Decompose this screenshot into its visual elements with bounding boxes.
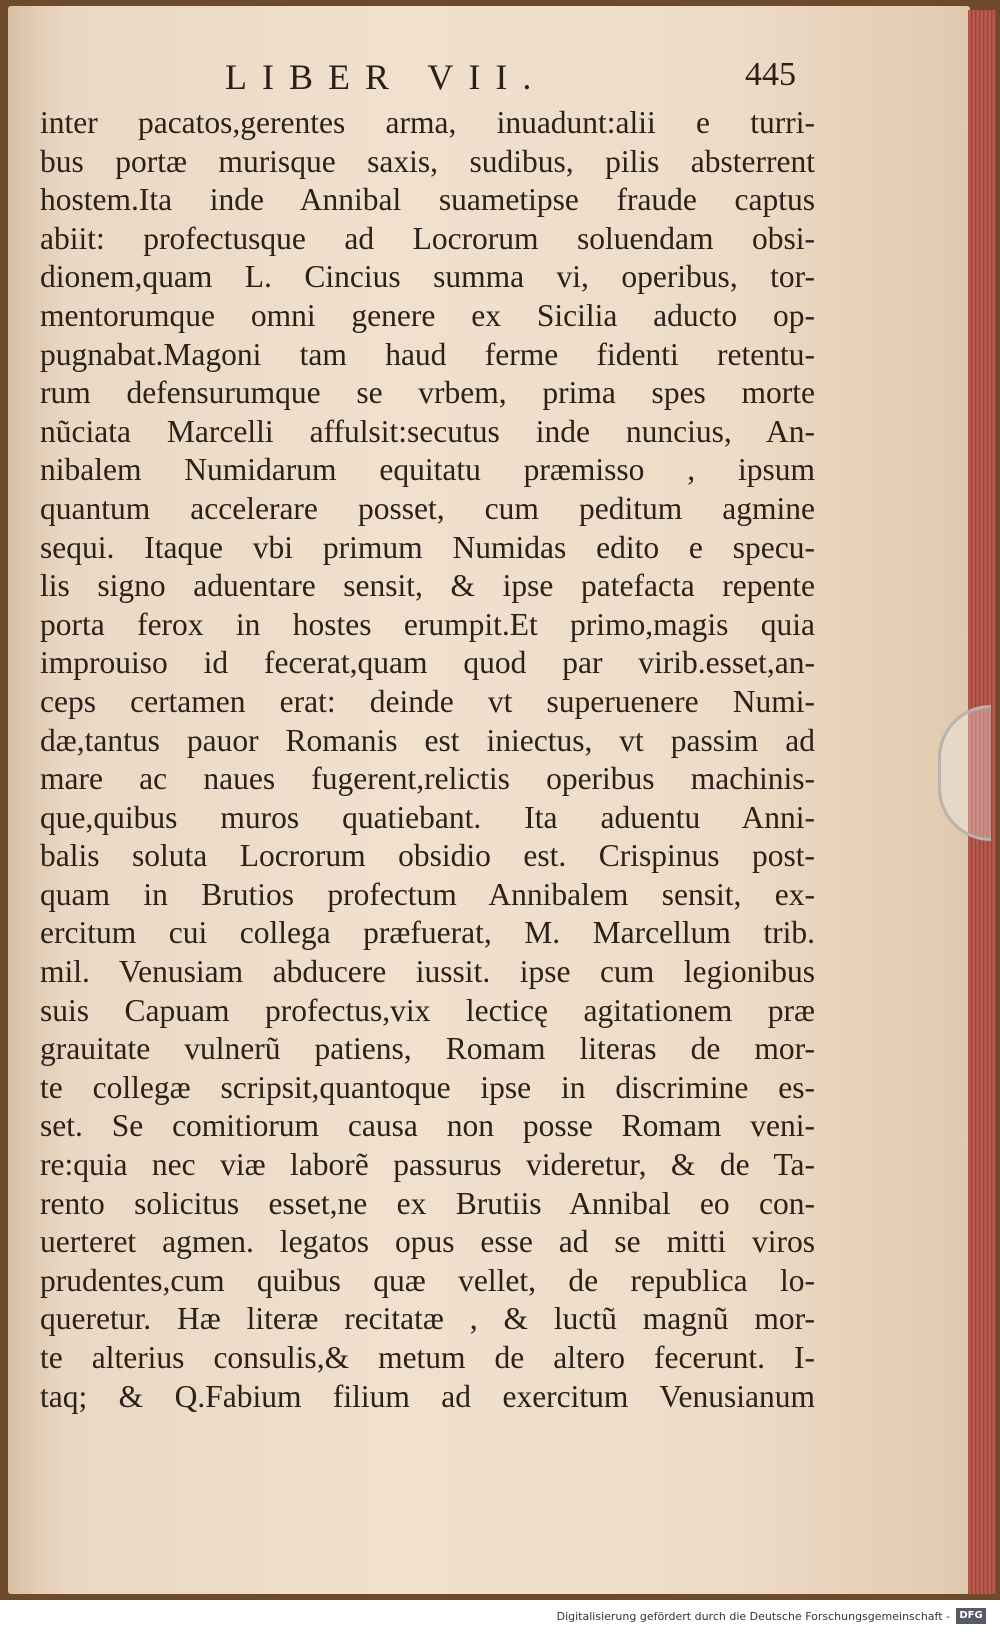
text-line: te collegæ scripsit,quantoque ipse in discrimine es- bbox=[40, 1069, 815, 1105]
text-line: dionem,quam L. Cincius summa vi, operibus, tor- bbox=[40, 259, 815, 295]
text-line: grauitate vulnerũ patiens, Romam literas de mor- bbox=[40, 1031, 815, 1067]
text-line: taq; & Q.Fabium filium ad exercitum Venusianum bbox=[40, 1378, 815, 1414]
text-line: prudentes,cum quibus quæ vellet, de republica lo- bbox=[40, 1262, 815, 1298]
text-line: uerteret agmen. legatos opus esse ad se mitti viros bbox=[40, 1224, 815, 1260]
digitization-credit: Digitalisierung gefördert durch die Deutsche Forschungsgemeinschaft - bbox=[556, 1610, 950, 1623]
text-line: te alterius consulis,& metum de altero fecerunt. I- bbox=[40, 1340, 815, 1375]
body-text bbox=[40, 104, 815, 1416]
text-line: set. Se comitiorum causa non posse Romam veni- bbox=[40, 1108, 815, 1144]
text-line: porta ferox in hostes erumpit.Et primo,magis quia bbox=[40, 606, 815, 642]
text-line: mentorumque omni genere ex Sicilia aducto op- bbox=[40, 297, 815, 333]
text-line: nũciata Marcelli affulsit:secutus inde nuncius, An- bbox=[40, 413, 815, 449]
dfg-logo: DFG bbox=[956, 1608, 986, 1624]
text-line: nibalem Numidarum equitatu præmisso , ipsum bbox=[40, 452, 815, 488]
text-line: balis soluta Locrorum obsidio est. Crispinus post- bbox=[40, 838, 815, 874]
text-line: ceps certamen erat: deinde vt superuenere Numi- bbox=[40, 683, 815, 719]
page-number: 445 bbox=[745, 56, 796, 93]
text-line: quantum accelerare posset, cum peditum agmine bbox=[40, 490, 815, 526]
text-line: queretur. Hæ literæ recitatæ , & luctũ magnũ mor- bbox=[40, 1301, 815, 1337]
text-line: lis signo aduentare sensit, & ipse patefacta repente bbox=[40, 568, 815, 604]
text-line: hostem.Ita inde Annibal suametipse fraude captus bbox=[40, 182, 815, 218]
text-line: mare ac naues fugerent,relictis operibus machinis- bbox=[40, 761, 815, 797]
text-line: sequi. Itaque vbi primum Numidas edito e specu- bbox=[40, 529, 815, 565]
footer bbox=[0, 1600, 1000, 1636]
header-title: LIBER VII. bbox=[225, 57, 547, 97]
text-line: rento solicitus esset,ne ex Brutiis Annibal eo con- bbox=[40, 1185, 815, 1221]
text-line: inter pacatos,gerentes arma, inuadunt:alii e turri- bbox=[40, 105, 815, 140]
text-line: ercitum cui collega præfuerat, M. Marcellum trib. bbox=[40, 915, 815, 951]
text-line: suis Capuam profectus,vix lecticę agitationem præ bbox=[40, 992, 815, 1028]
text-line: abiit: profectusque ad Locrorum soluendam obsi- bbox=[40, 220, 815, 256]
text-line: dæ,tantus pauor Romanis est iniectus, vt passim ad bbox=[40, 722, 815, 758]
text-line: que,quibus muros quatiebant. Ita aduentu Anni- bbox=[40, 799, 815, 835]
text-line: rum defensurumque se vrbem, prima spes morte bbox=[40, 375, 815, 411]
text-line: improuiso id fecerat,quam quod par virib.esset,an- bbox=[40, 645, 815, 681]
text-line: mil. Venusiam abducere iussit. ipse cum legionibus bbox=[40, 954, 815, 990]
text-line: pugnabat.Magoni tam haud ferme fidenti retentu- bbox=[40, 336, 815, 372]
text-line: re:quia nec viæ laborẽ passurus videretur, & de Ta- bbox=[40, 1147, 815, 1183]
running-head bbox=[40, 56, 800, 106]
text-line: quam in Brutios profectum Annibalem sensit, ex- bbox=[40, 876, 815, 912]
text-line: bus portæ murisque saxis, sudibus, pilis absterrent bbox=[40, 143, 815, 179]
